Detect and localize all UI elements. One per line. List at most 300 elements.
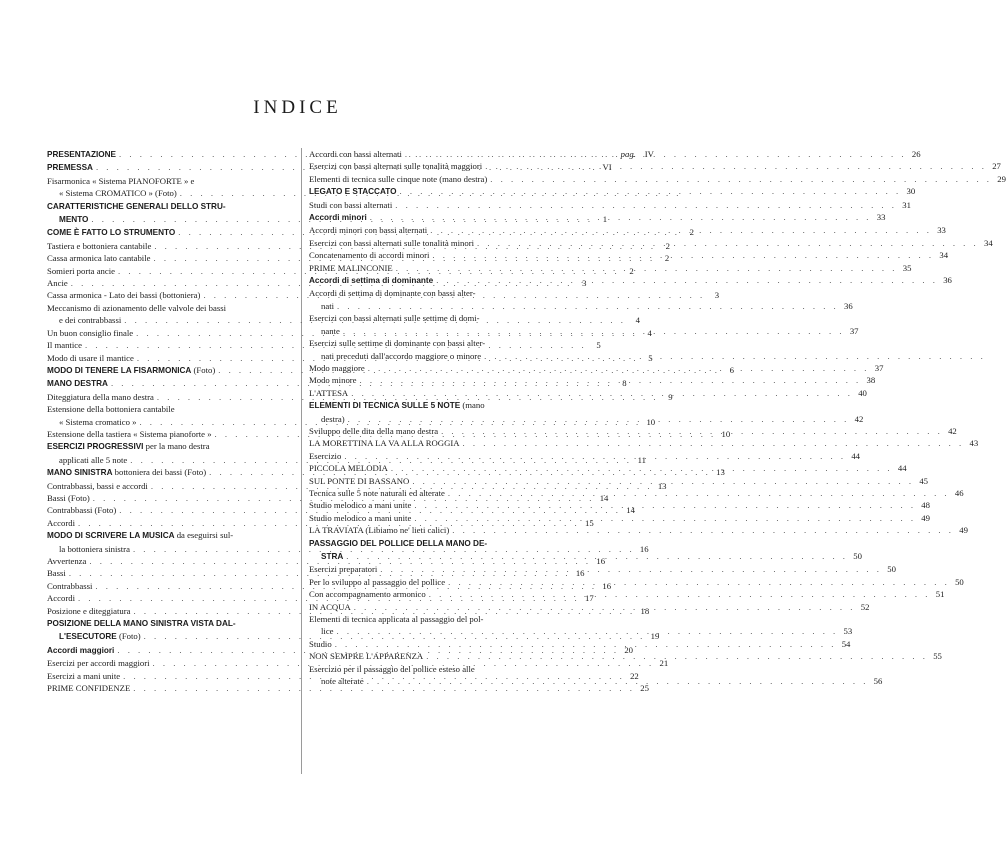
toc-entry-text: Un buon consiglio finale	[47, 327, 134, 338]
toc-entry-title	[309, 237, 474, 249]
toc-entry-continuation-text	[59, 416, 136, 428]
page-number: 13	[657, 480, 667, 491]
toc-entry-text: Esercizi con bassi alternati sulle settime di domi-	[309, 313, 480, 324]
toc-entry-text: Esercizi per accordi maggiori	[47, 658, 150, 669]
leader-dots	[402, 148, 907, 160]
leader-dots	[343, 550, 848, 563]
leader-dots	[474, 237, 979, 249]
toc-entry-text: Accordi	[47, 517, 75, 528]
toc-entry-title	[47, 567, 66, 579]
toc-entry-title	[309, 274, 433, 287]
toc-entry-title	[309, 462, 388, 474]
page-number: 26	[911, 149, 921, 159]
leader-dots	[427, 224, 932, 236]
toc-entry-text: Modo maggiore	[309, 362, 365, 373]
toc-entry-title	[47, 504, 116, 516]
toc-entry-text: (Foto)	[116, 631, 141, 642]
page-number: 50	[955, 576, 964, 587]
page-number: 43	[969, 438, 979, 449]
page-number: 15	[584, 517, 594, 528]
toc-entry[interactable]	[309, 437, 979, 449]
toc-entry-title	[309, 512, 411, 524]
page-number: 33	[937, 225, 946, 236]
toc-entry-line	[309, 224, 946, 236]
toc-entry-title	[47, 657, 150, 669]
leader-dots	[392, 199, 897, 211]
toc-entry-text: PICCOLA MELODIA	[309, 463, 388, 474]
toc-entry-text: Esercizi con bassi alternati sulle tonalità maggiori	[309, 161, 483, 172]
page-number: 2	[665, 240, 670, 251]
toc-entry-text: Estensione della tastiera « Sistema pianoforte »	[47, 428, 212, 439]
toc-entry-title	[47, 148, 116, 161]
toc-entry-title	[47, 517, 75, 529]
toc-entry-text: per la mano destra	[143, 441, 210, 452]
toc-entry[interactable]	[309, 185, 916, 198]
page-number: VI	[602, 162, 612, 173]
toc-entry[interactable]	[309, 362, 884, 374]
toc-entry-bold-title: COME È FATTO LO STRUMENTO	[47, 228, 176, 238]
leader-dots	[332, 638, 837, 650]
toc-entry-line	[47, 617, 291, 630]
leader-dots	[388, 462, 893, 474]
toc-entry-title	[47, 277, 68, 289]
toc-entry-line	[309, 199, 911, 211]
toc-entry-text: Bassi (Foto)	[47, 492, 90, 503]
toc-entry-line	[47, 682, 649, 694]
toc-entry-title	[47, 617, 236, 630]
toc-entry-title	[47, 339, 82, 351]
page-number: 50	[853, 551, 862, 561]
page-number: 14	[626, 505, 635, 516]
toc-entry-title	[47, 480, 148, 492]
toc-entry-line	[309, 437, 979, 449]
page-number: 19	[650, 631, 660, 642]
toc-entry-title	[309, 524, 449, 536]
toc-entry-line	[47, 175, 291, 187]
page-number: 16	[596, 556, 606, 566]
toc-entry-line	[309, 374, 876, 386]
toc-entry-text: NON SEMPRE L'APPARENZA	[309, 651, 424, 662]
toc-entry-continuation-text	[321, 300, 334, 312]
toc-entry-title	[309, 487, 445, 499]
toc-entry-title	[47, 682, 130, 694]
toc-entry[interactable]	[309, 249, 949, 261]
toc-entry-line	[309, 262, 912, 274]
toc-entry-title	[47, 403, 175, 415]
toc-entry-continuation-text	[59, 314, 121, 326]
page-number: 6	[729, 364, 734, 375]
page-number: 27	[992, 161, 1001, 172]
toc-entry-bold-title: L'ESECUTORE	[59, 632, 117, 642]
toc-entry-bold-title: MODO DI SCRIVERE LA MUSICA	[47, 531, 175, 541]
toc-entry-line	[47, 403, 291, 415]
leader-dots	[334, 625, 839, 637]
toc-entry-bold-title: PRESENTAZIONE	[47, 150, 116, 159]
toc-entry-text: PRIME MALINCONIE	[309, 262, 393, 273]
toc-entry-bold-title: Accordi maggiori	[47, 645, 115, 655]
toc-entry-title	[309, 576, 445, 588]
toc-entry-line	[309, 650, 942, 662]
toc-entry-text: Accordi minori con bassi alternati	[309, 225, 428, 236]
toc-entry-title	[309, 185, 397, 198]
toc-entry-title	[309, 450, 341, 462]
toc-entry[interactable]	[309, 237, 993, 249]
toc-entry-continuation	[309, 325, 859, 337]
toc-entry-text: LA MORETTINA LA VA ALLA ROGGIA	[309, 438, 460, 449]
toc-entry-title	[47, 605, 130, 617]
toc-entry-text: destra)	[321, 413, 345, 424]
toc-entry-text: Modo di usare il mantice	[47, 352, 134, 363]
toc-entry-bold-title: CARATTERISTICHE GENERALI DELLO STRU-	[47, 201, 226, 211]
page-number: 44	[851, 450, 860, 461]
toc-entry-title	[47, 364, 215, 377]
leader-dots	[433, 274, 938, 287]
leader-dots	[345, 413, 850, 425]
page-number	[986, 350, 1000, 362]
toc-entry-text: Modo minore	[309, 375, 357, 386]
leader-dots	[438, 425, 943, 437]
toc-entry-continuation-text	[321, 413, 345, 425]
toc-entry-continuation	[309, 350, 1000, 362]
toc-entry-continuation	[309, 300, 853, 312]
page-number: 10	[721, 428, 731, 439]
leader-dots	[426, 588, 931, 600]
page-number: 10	[646, 416, 656, 427]
page-number: 16	[639, 543, 649, 554]
page-number: 1	[602, 214, 608, 225]
toc-entry-text: Tastiera e bottoniera cantabile	[47, 240, 152, 251]
toc-entry-title	[309, 211, 367, 224]
toc-entry-title	[47, 555, 86, 567]
page-number: 21	[659, 658, 669, 669]
toc-entry-line	[309, 337, 553, 349]
toc-entry[interactable]	[309, 224, 946, 236]
page-number: 14	[599, 492, 609, 503]
toc-entry-text: bottoniera dei bassi (Foto)	[112, 467, 207, 478]
toc-entry-title	[47, 352, 134, 364]
page-number: 5	[596, 340, 601, 351]
page-number: 30	[906, 186, 916, 197]
toc-entry-text: LA TRAVIATA (Libiamo ne' lieti calici)	[309, 525, 450, 536]
page-number: 11	[637, 454, 646, 465]
page-number: 46	[954, 487, 964, 498]
leader-dots	[481, 350, 986, 362]
toc-entry-line	[309, 524, 968, 536]
toc-entry[interactable]	[309, 199, 911, 211]
toc-entry-title	[47, 391, 154, 403]
toc-entry-title	[47, 670, 120, 682]
toc-entry-title	[47, 440, 210, 453]
leader-dots	[411, 512, 916, 524]
toc-entry-line	[309, 537, 553, 550]
toc-entry-title	[47, 529, 233, 542]
page-number: 35	[902, 262, 912, 273]
toc-entry-text: Accordi di settima di dominante con bassi alter-	[309, 288, 476, 299]
leader-dots	[423, 650, 928, 662]
toc-entry-text: Tecnica sulle 5 note naturali ed alterate	[309, 487, 445, 498]
page-number: 50	[887, 564, 896, 575]
toc-entry-title	[47, 327, 133, 339]
toc-entry-bold-title: LEGATO E STACCATO	[309, 187, 397, 197]
toc-entry-title	[309, 437, 460, 449]
toc-entry-title	[309, 362, 365, 374]
toc-entry-bold-title: PASSAGGIO DEL POLLICE DELLA MANO DE-	[309, 538, 488, 548]
toc-entry[interactable]	[309, 274, 952, 287]
page-number: 42	[854, 413, 864, 424]
leader-dots	[348, 387, 853, 399]
toc-entry-text: Esercizi preparatori	[309, 564, 378, 575]
toc-entry-line	[309, 387, 867, 399]
toc-entry-continuation	[309, 625, 852, 637]
toc-entry-continuation-text	[59, 213, 88, 226]
toc-entry-text: lice	[321, 626, 334, 637]
toc-entry-title	[309, 173, 487, 185]
toc-entry-continuation-text	[321, 625, 334, 637]
toc-entry[interactable]	[47, 175, 291, 200]
toc-entry-title	[309, 425, 438, 437]
toc-entry-title	[47, 175, 194, 187]
toc-entry-title	[309, 588, 426, 600]
leader-dots	[364, 675, 869, 687]
toc-entry-title	[309, 312, 480, 324]
toc-entry-text: Meccanismo di azionamento delle valvole dei bassi	[47, 302, 227, 313]
leader-dots	[351, 601, 856, 613]
toc-entry-text: Cassa armonica lato cantabile	[47, 253, 151, 264]
toc-entry-title	[309, 337, 485, 349]
page-number: 5	[648, 352, 653, 363]
page-number: 38	[866, 375, 876, 386]
page-number: 49	[921, 512, 930, 523]
toc-entry-title	[47, 580, 92, 592]
toc-entry-text: note alterate	[321, 676, 364, 687]
toc-entry-continuation-text	[321, 550, 343, 563]
toc-entry-title	[47, 265, 115, 277]
toc-entry-title	[309, 613, 483, 625]
leader-dots	[449, 524, 954, 536]
page-number: 54	[841, 638, 851, 649]
toc-entry-bold-title: Accordi minori	[309, 213, 367, 223]
page-number: 49	[959, 525, 968, 536]
page-number: 44	[897, 463, 907, 474]
page-number: 53	[843, 626, 853, 637]
page-number: 29	[997, 173, 1006, 184]
toc-entry-title	[309, 499, 411, 511]
toc-entry-title	[309, 199, 392, 211]
page-number: 17	[584, 593, 594, 604]
toc-entry-text: Concatenamento di accordi minori	[309, 250, 430, 261]
toc-entry[interactable]	[309, 387, 867, 399]
toc-entry-title	[47, 302, 226, 314]
toc-entry-text: (mano	[460, 400, 485, 411]
toc-entry-text: Il mantice	[47, 340, 82, 351]
toc-entry-title	[47, 289, 200, 301]
page-number: 55	[933, 651, 942, 662]
toc-entry-title	[47, 252, 150, 264]
leader-dots	[367, 211, 872, 224]
toc-entry-continuation-text	[321, 675, 364, 687]
toc-entry-title	[309, 650, 423, 662]
toc-entry-line	[309, 237, 993, 249]
toc-entry-title	[47, 226, 175, 239]
toc-entry-title	[309, 601, 351, 613]
toc-entry-title	[309, 262, 393, 274]
page-number: 4	[647, 327, 652, 338]
toc-entry-title	[309, 387, 348, 399]
toc-entry-text: Ancie	[47, 278, 68, 289]
toc-entry-title	[309, 663, 475, 675]
leader-dots	[377, 563, 882, 575]
page-number: 48	[921, 500, 930, 511]
toc-entry-text: Esercizi sulle settime di dominante con bassi alter-	[309, 338, 486, 349]
toc-entry-text: da eseguirsi sul-	[174, 530, 234, 541]
leader-dots	[393, 262, 898, 274]
toc-entry-line	[309, 663, 553, 675]
page-number: 45	[919, 475, 928, 486]
toc-entry[interactable]	[309, 524, 968, 536]
toc-entry-continuation	[309, 675, 882, 687]
page-number: 3	[714, 290, 720, 301]
page-number: 18	[640, 605, 650, 616]
toc-entry[interactable]	[309, 650, 942, 662]
page-number: 34	[984, 237, 993, 248]
toc-entry-continuation-text	[59, 630, 141, 643]
pag-label: pag.	[620, 149, 636, 159]
page-title: INDICE	[253, 97, 342, 118]
toc-entry-text: « Sistema CROMATICO » (Foto)	[59, 188, 177, 199]
toc-entry-line	[309, 312, 553, 324]
toc-entry-bold-title: MENTO	[59, 215, 89, 225]
page-number: 40	[858, 387, 867, 398]
toc-entry-title	[309, 374, 357, 386]
toc-entry[interactable]	[309, 287, 853, 312]
toc-entry-bold-title: ELEMENTI DI TECNICA SULLE 5 NOTE	[309, 401, 461, 411]
toc-entry-line	[309, 399, 553, 412]
toc-entry-title	[309, 638, 332, 650]
page-number: 20	[624, 644, 634, 655]
page-number: 2	[664, 253, 670, 264]
toc-entry[interactable]	[309, 211, 886, 224]
toc-entry-line	[309, 185, 916, 198]
toc-entry-text: Cassa armonica - Lato dei bassi (bottoniera)	[47, 290, 201, 301]
toc-entry-title	[47, 377, 108, 390]
toc-entry[interactable]	[309, 374, 876, 386]
toc-entry-title	[309, 475, 409, 487]
toc-entry-title	[309, 287, 476, 299]
toc-entry-bold-title: PREMESSA	[47, 163, 93, 173]
toc-entry-title	[47, 644, 114, 657]
leader-dots	[460, 437, 965, 449]
toc-entry[interactable]	[309, 173, 1006, 185]
page-number: 22	[630, 670, 639, 681]
toc-entry-text: Studi con bassi alternati	[309, 199, 393, 210]
toc-entry-title	[47, 492, 90, 504]
toc-entry-text: Elementi di tecnica applicata al passaggio del pol-	[309, 614, 484, 625]
leader-dots	[429, 249, 934, 261]
toc-entry-line	[47, 200, 291, 213]
toc-entry[interactable]	[309, 337, 553, 362]
leader-dots	[411, 499, 916, 511]
leader-dots	[445, 487, 950, 499]
toc-entry-bold-title: STRA	[321, 552, 344, 561]
leader-dots	[482, 160, 987, 172]
toc-entry-title	[309, 563, 377, 575]
leader-dots	[445, 576, 950, 588]
toc-entry-text: L'ATTESA	[309, 387, 349, 398]
toc-entry-line	[47, 529, 291, 542]
leader-dots	[340, 325, 845, 337]
toc-entry-title	[47, 240, 151, 252]
toc-entry-text: Bassi	[47, 568, 66, 579]
page-number: 8	[622, 378, 627, 389]
toc-entry-text: Somieri porta ancie	[47, 265, 116, 276]
toc-entry-text: Studio melodico a mani unite	[309, 500, 412, 511]
page-number: 56	[873, 676, 883, 687]
toc-entry-text: Esercizio per il passaggio del pollice esteso alle	[309, 663, 475, 674]
page-number: 52	[860, 601, 870, 612]
toc-entry-line	[309, 211, 886, 224]
toc-entry-text: e dei contrabbassi	[59, 315, 122, 326]
toc-entry-bold-title: Accordi di settima di dominante	[309, 276, 434, 286]
toc-entry-title	[47, 466, 206, 479]
toc-entry-text: « Sistema cromatico »	[59, 416, 137, 427]
toc-entry-continuation-text	[59, 543, 130, 555]
toc-entry-text: Estensione della bottoniera cantabile	[47, 404, 175, 415]
toc-entry-title	[309, 399, 485, 412]
toc-entry-text: IN ACQUA	[309, 601, 351, 612]
toc-entry-continuation-text	[321, 350, 481, 362]
page-number: 51	[935, 589, 945, 600]
toc-entry-title	[309, 249, 429, 261]
toc-entry[interactable]	[47, 682, 649, 694]
toc-entry-text: Contrabbassi (Foto)	[47, 505, 117, 516]
page-number: 37	[874, 362, 884, 373]
page-number: 3	[582, 278, 587, 289]
page-number: 25	[640, 683, 649, 694]
toc-entry-line	[47, 302, 291, 314]
leader-dots	[365, 362, 870, 374]
toc-entry-text: Accordi	[47, 593, 75, 604]
toc-entry-text: Posizione e diteggiatura	[47, 605, 131, 616]
page-number: IV	[644, 149, 654, 159]
page-number: 2	[629, 265, 634, 276]
toc-entry-text: Elementi di tecnica sulle cinque note (mano destra)	[309, 173, 488, 184]
toc-entry-title	[47, 592, 75, 604]
toc-entry-title	[309, 160, 482, 172]
toc-entry-text: Studio	[309, 638, 332, 649]
page-number: 9	[668, 391, 673, 402]
page-number: 2	[689, 227, 694, 238]
toc-entry-continuation	[309, 413, 863, 425]
toc-entry-text: Diteggiatura della mano destra	[47, 391, 154, 402]
toc-entry[interactable]	[309, 312, 859, 337]
toc-entry-title	[47, 428, 212, 440]
leader-dots	[397, 185, 902, 198]
toc-entry-line	[309, 274, 952, 287]
toc-entry-continuation-text	[59, 187, 177, 199]
page-number: 42	[948, 425, 957, 436]
toc-entry-text: nati preceduti dall'accordo maggiore o minore	[321, 350, 482, 361]
toc-entry[interactable]	[309, 262, 912, 274]
toc-entry-text: Fisarmonica « Sistema PIANOFORTE » e	[47, 175, 195, 186]
toc-entry-text: nante	[321, 325, 340, 336]
toc-entry-text: applicati alle 5 note	[59, 454, 128, 465]
leader-dots	[341, 450, 846, 462]
leader-dots	[487, 173, 992, 185]
toc-entry-text: SUL PONTE DI BASSANO	[309, 475, 410, 486]
toc-entry-bold-title: MANO DESTRA	[47, 379, 108, 389]
toc-entry-title	[309, 224, 427, 236]
toc-entry-text: Avvertenza	[47, 556, 87, 566]
